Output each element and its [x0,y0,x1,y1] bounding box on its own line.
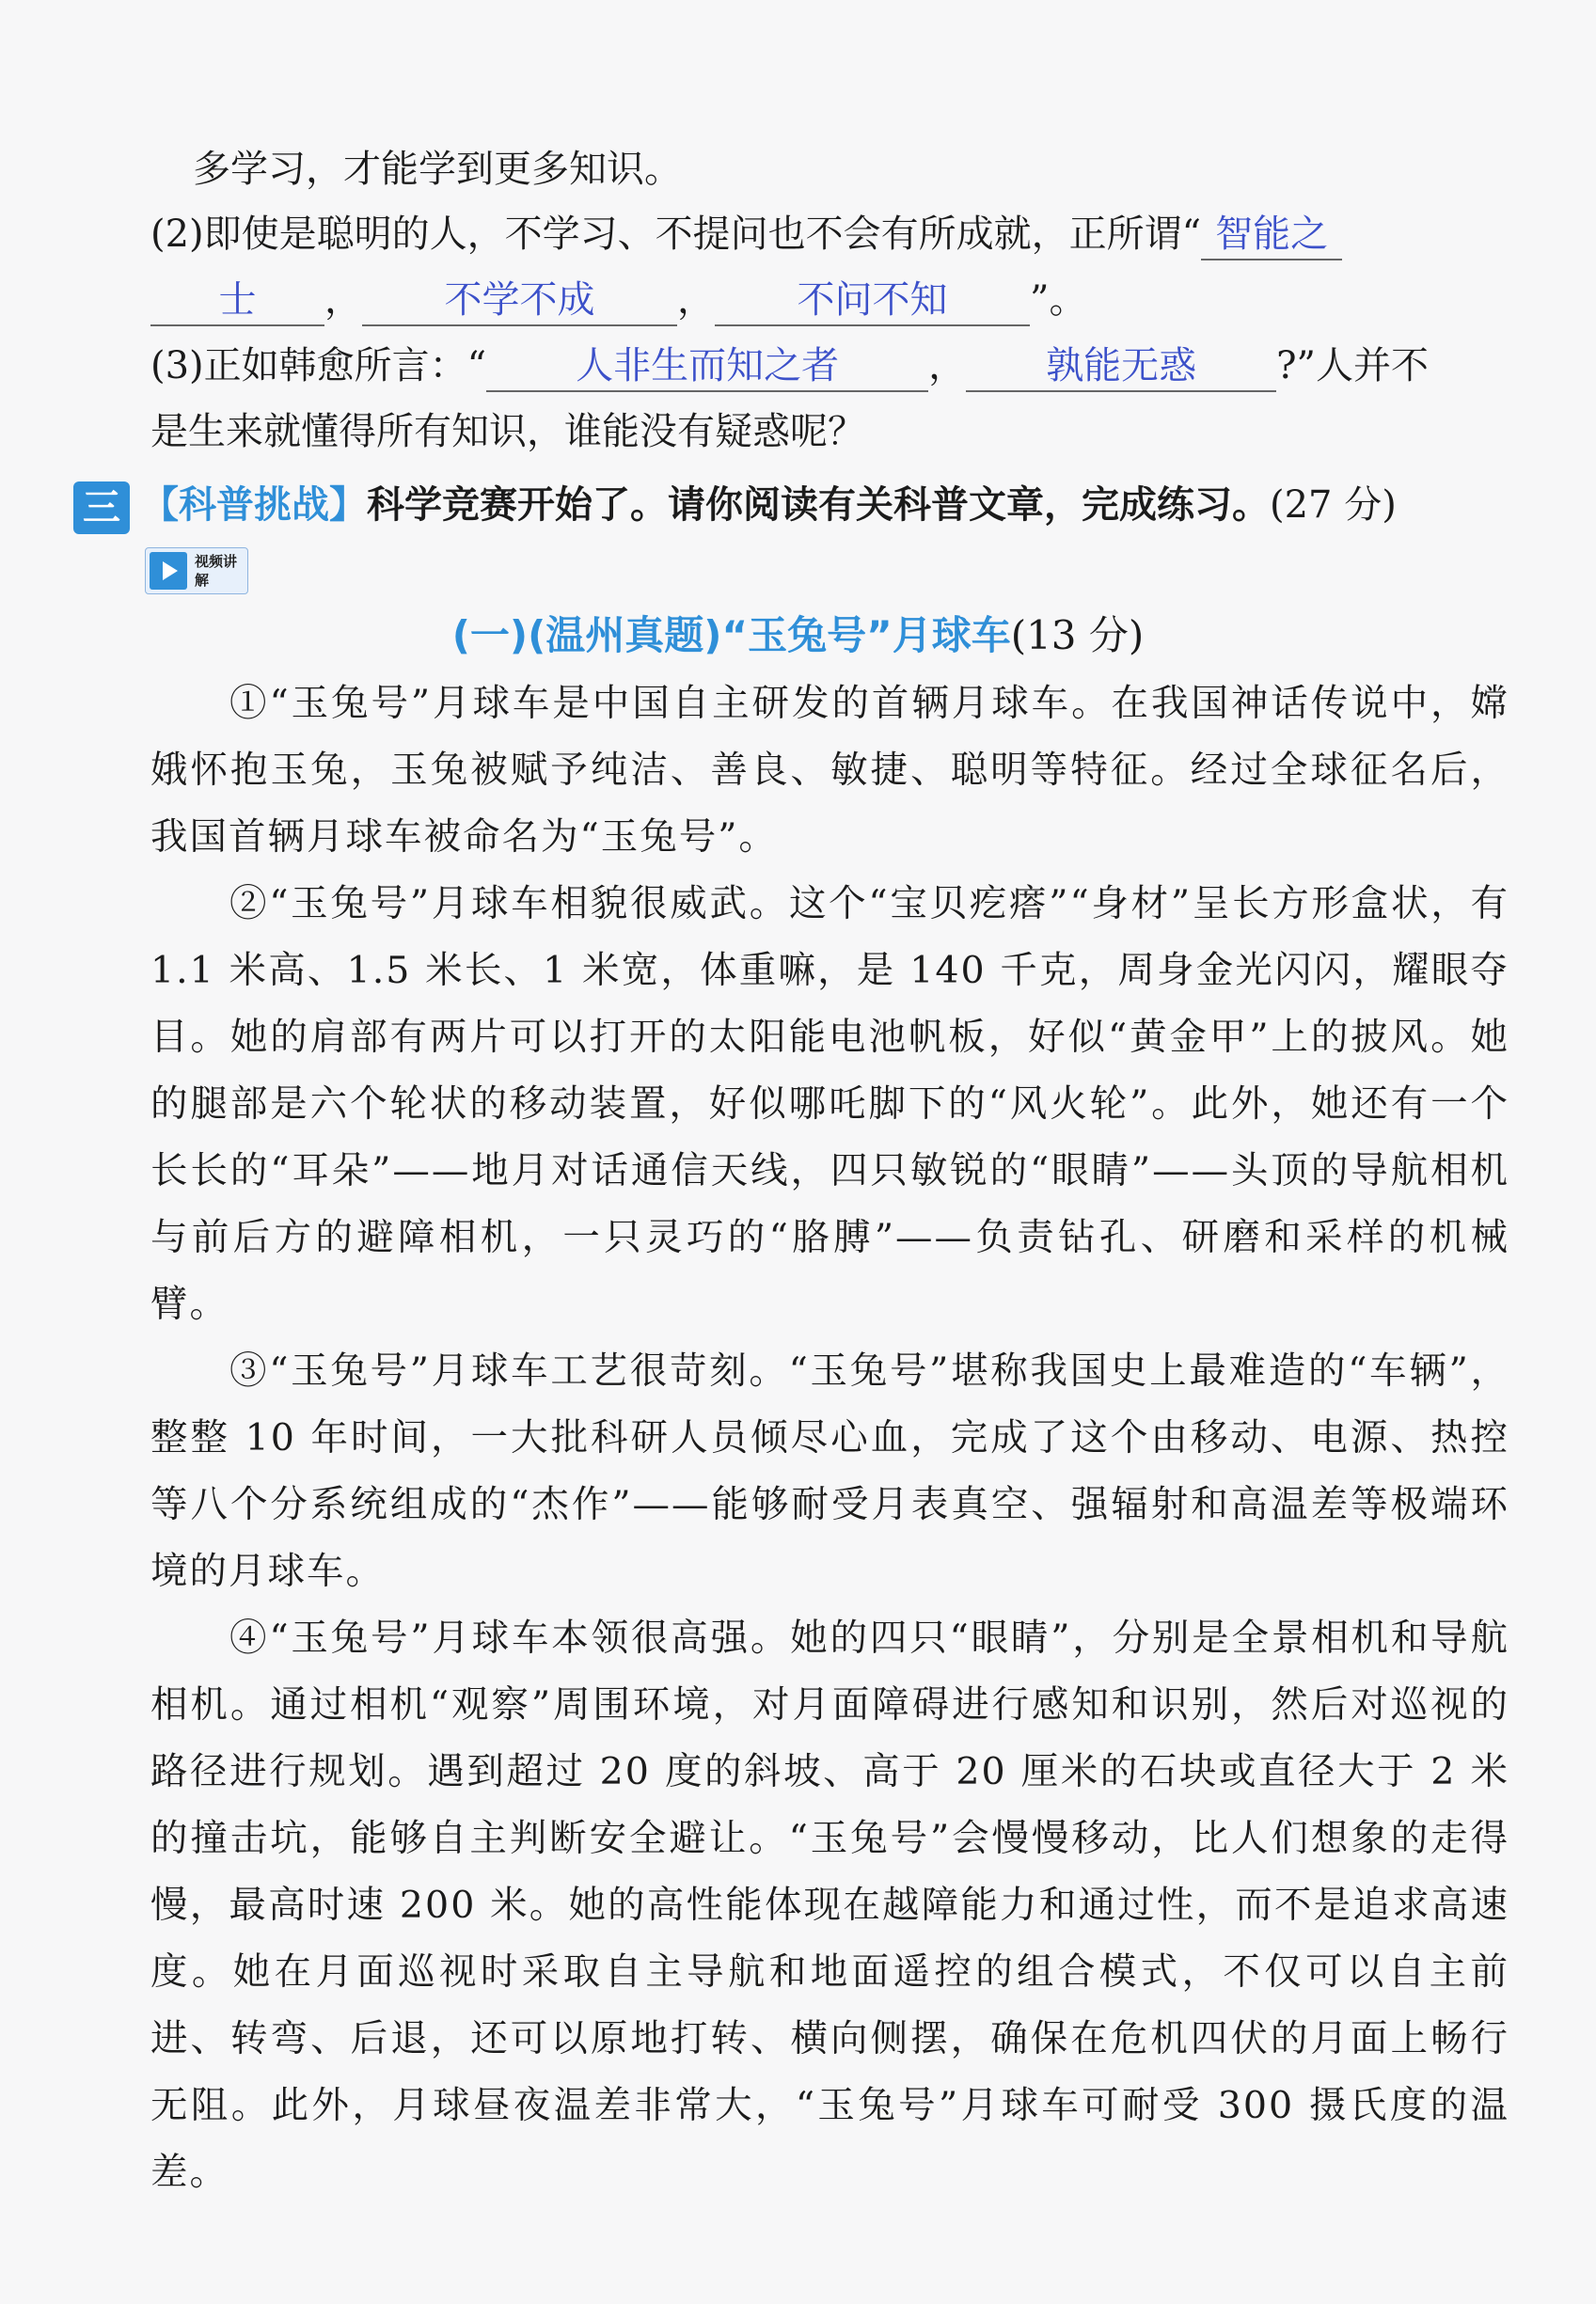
article-heading: (一)(温州真题)“玉兔号”月球车 [451,612,1011,658]
section-score: (27 分) [1270,483,1397,527]
question-2-cont [150,275,1514,326]
section-title [141,476,1397,534]
article-title [0,608,1596,664]
section-number-badge: 三 [73,481,130,534]
answer-blank[interactable]: 智能之 [1201,210,1342,260]
separator: ， [928,344,967,387]
paragraph-3: ③“玉兔号”月球车工艺很苛刻。“玉兔号”堪称我国史上最难造的“车辆”，整整 10 年时间，一大批科研人员倾尽心血，完成了这个由移动、电源、热控等八个分系统组成的“杰作”——能够耐受月表真空、强辐射和高温差等极端环境的月球车。 [150,1349,1509,1593]
video-explain-button[interactable] [145,547,248,594]
question-2-prompt: (2)即使是聪明的人，不学习、不提问也不会有所成就，正所谓“ [150,213,1202,256]
answer-blank[interactable]: 不问不知 [715,276,1030,326]
question-3 [150,340,1514,392]
paragraph-4: ④“玉兔号”月球车本领很高强。她的四只“眼睛”，分别是全景相机和导航相机。通过相机“观察”周围环境，对月面障碍进行感知和识别，然后对巡视的路径进行规划。遇到超过 20 度的斜坡、高于 20 厘米的石块或直径大于 2 米的撞击坑，能够自主判断安全避让。“玉兔号”会慢慢移动，比人们想象的走得慢，最高时速 200 米。她的高性能体现在越障能力和通过性，而不是追求高速度。她在月面巡视时采取自主导航和地面遥控的组合模式，不仅可以自主前进、转弯、后退，还可以原地打转、横向侧摆，确保在危机四伏的月面上畅行无阻。此外，月球昼夜温差非常大，“玉兔号”月球车可耐受 300 摄氏度的温差。 [150,1617,1509,2194]
text-line [193,144,1556,195]
text-line-content: 多学习，才能学到更多知识。 [193,148,682,191]
separator: ， [677,278,715,322]
separator: ， [324,278,362,322]
question-3-text: 是生来就懂得所有知识，谁能没有疑惑呢？ [150,410,865,453]
answer-blank[interactable]: 士 [150,276,324,326]
question-3-cont [150,406,1514,457]
question-2 [150,209,1514,260]
section-heading: 科学竞赛开始了。请你阅读有关科普文章，完成练习。 [367,483,1270,527]
question-3-end: ?”人并不 [1276,344,1430,387]
question-2-end: ”。 [1030,278,1087,322]
paragraph-1: ①“玉兔号”月球车是中国自主研发的首辆月球车。在我国神话传说中，嫦娥怀抱玉兔，玉兔被赋予纯洁、善良、敏捷、聪明等特征。经过全球征名后，我国首辆月球车被命名为“玉兔号”。 [150,682,1509,859]
video-label: 视频讲解 [195,553,238,589]
article-score: (13 分) [1010,612,1145,658]
paragraph-2: ②“玉兔号”月球车相貌很威武。这个“宝贝疙瘩”“身材”呈长方形盒状，有 1.1 米高、1.5 米长、1 米宽，体重嘛，是 140 千克，周身金光闪闪，耀眼夺目。她的肩部有两片可以打开的太阳能电池帆板，好似“黄金甲”上的披风。她的腿部是六个轮状的移动装置，好似哪吒脚下的“风火轮”。此外，她还有一个长长的“耳朵”——地月对话通信天线，四只敏锐的“眼睛”——头顶的导航相机与前后方的避障相机，一只灵巧的“胳膊”——负责钻孔、研磨和采样的机械臂。 [150,882,1509,1326]
section-tag: 【科普挑战】 [141,483,367,527]
play-icon [150,552,187,590]
answer-blank[interactable]: 孰能无惑 [966,341,1276,392]
question-3-prompt: (3)正如韩愈所言：“ [150,344,487,387]
answer-blank[interactable]: 不学不成 [362,276,677,326]
answer-blank[interactable]: 人非生而知之者 [486,341,928,392]
